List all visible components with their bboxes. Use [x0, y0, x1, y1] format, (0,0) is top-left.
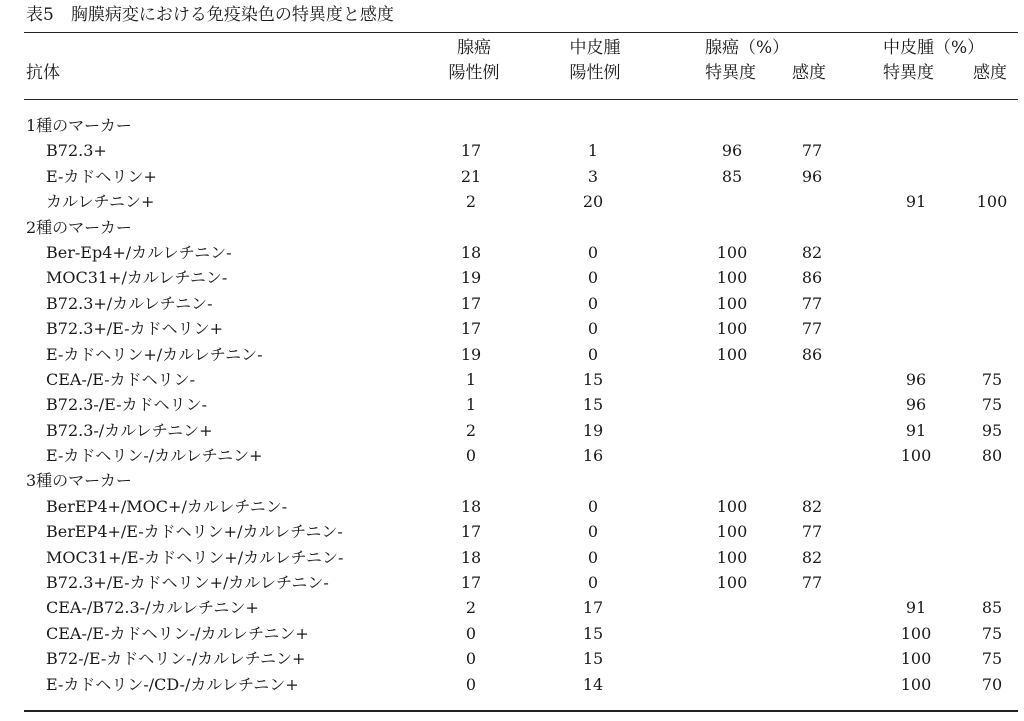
adeno-specificity: 100 — [716, 293, 748, 313]
adeno-sensitivity: 82 — [801, 547, 823, 567]
table-row — [0, 443, 1024, 468]
meso-sensitivity: 80 — [981, 446, 1003, 466]
meso-sensitivity: 85 — [981, 598, 1003, 618]
antibody-name: B72.3+/E-カドヘリン+/カルレチニン- — [46, 573, 329, 593]
header-adeno-percent: 腺癌（%） — [705, 38, 790, 58]
meso-sensitivity: 95 — [981, 420, 1003, 440]
antibody-name: B72.3+ — [46, 141, 107, 161]
table-row — [0, 138, 1024, 163]
table-row — [0, 265, 1024, 290]
adeno-specificity: 100 — [716, 522, 748, 542]
antibody-name: MOC31+/E-カドヘリン+/カルレチニン- — [46, 547, 344, 567]
meso-positive-count: 19 — [582, 420, 604, 440]
adeno-positive-count: 2 — [465, 598, 477, 618]
table-body — [0, 113, 1024, 697]
adeno-positive-count: 1 — [465, 369, 477, 389]
header-rule — [24, 99, 1018, 100]
adeno-positive-count: 19 — [460, 344, 482, 364]
meso-positive-count: 0 — [587, 319, 599, 339]
adeno-sensitivity: 82 — [801, 496, 823, 516]
adeno-sensitivity: 77 — [801, 141, 823, 161]
meso-positive-count: 20 — [582, 192, 604, 212]
adeno-positive-count: 0 — [465, 623, 477, 643]
adeno-sensitivity: 77 — [801, 573, 823, 593]
adeno-sensitivity: 77 — [801, 293, 823, 313]
adeno-sensitivity: 77 — [801, 522, 823, 542]
adeno-specificity: 100 — [716, 496, 748, 516]
group-heading-row — [0, 113, 1024, 138]
adeno-positive-count: 0 — [465, 674, 477, 694]
adeno-positive-count: 0 — [465, 446, 477, 466]
group-heading-row — [0, 215, 1024, 240]
adeno-positive-count: 21 — [460, 166, 482, 186]
antibody-name: BerEP4+/MOC+/カルレチニン- — [46, 496, 288, 516]
table-row — [0, 342, 1024, 367]
meso-positive-count: 1 — [587, 141, 599, 161]
meso-specificity: 91 — [905, 598, 927, 618]
meso-positive-count: 16 — [582, 446, 604, 466]
header-antibody: 抗体 — [26, 63, 60, 83]
meso-specificity: 100 — [900, 649, 932, 669]
meso-positive-count: 3 — [587, 166, 599, 186]
header-adeno-sensitivity: 感度 — [792, 63, 826, 83]
header-adeno-specificity: 特異度 — [705, 63, 756, 83]
adeno-sensitivity: 77 — [801, 319, 823, 339]
table-row — [0, 189, 1024, 214]
meso-sensitivity: 75 — [981, 649, 1003, 669]
table-row — [0, 621, 1024, 646]
meso-specificity: 100 — [900, 623, 932, 643]
adeno-sensitivity: 82 — [801, 242, 823, 262]
adeno-sensitivity: 86 — [801, 344, 823, 364]
antibody-name: E-カドヘリン-/カルレチニン+ — [46, 446, 263, 466]
antibody-name: Ber-Ep4+/カルレチニン- — [46, 242, 232, 262]
top-rule — [24, 32, 1018, 33]
meso-positive-count: 0 — [587, 573, 599, 593]
header-adeno-positive-line2: 陽性例 — [448, 63, 500, 83]
antibody-name: E-カドヘリン+/カルレチニン- — [46, 344, 263, 364]
header-meso-specificity: 特異度 — [883, 63, 934, 83]
meso-positive-count: 15 — [582, 395, 604, 415]
meso-specificity: 96 — [905, 369, 927, 389]
meso-positive-count: 15 — [582, 623, 604, 643]
adeno-positive-count: 17 — [460, 141, 482, 161]
table-row — [0, 418, 1024, 443]
meso-positive-count: 0 — [587, 522, 599, 542]
adeno-positive-count: 17 — [460, 522, 482, 542]
meso-positive-count: 0 — [587, 547, 599, 567]
adeno-positive-count: 18 — [460, 242, 482, 262]
adeno-positive-count: 17 — [460, 573, 482, 593]
table-row — [0, 646, 1024, 671]
adeno-positive-count: 18 — [460, 547, 482, 567]
table-row — [0, 367, 1024, 392]
adeno-specificity: 96 — [721, 141, 743, 161]
antibody-name: MOC31+/カルレチニン- — [46, 268, 228, 288]
table-row — [0, 570, 1024, 595]
adeno-specificity: 100 — [716, 319, 748, 339]
table-row — [0, 494, 1024, 519]
adeno-positive-count: 17 — [460, 293, 482, 313]
antibody-name: CEA-/E-カドヘリン-/カルレチニン+ — [46, 623, 309, 643]
meso-positive-count: 0 — [587, 242, 599, 262]
meso-sensitivity: 75 — [981, 623, 1003, 643]
adeno-specificity: 100 — [716, 268, 748, 288]
table-row — [0, 672, 1024, 697]
meso-specificity: 91 — [905, 192, 927, 212]
bottom-rule — [24, 710, 1018, 712]
antibody-name: B72.3-/カルレチニン+ — [46, 420, 213, 440]
adeno-sensitivity: 96 — [801, 166, 823, 186]
meso-sensitivity: 75 — [981, 395, 1003, 415]
table-caption: 表5 胸膜病変における免疫染色の特異度と感度 — [26, 5, 394, 25]
adeno-specificity: 100 — [716, 344, 748, 364]
group-heading: 3種のマーカー — [26, 471, 132, 491]
table-row — [0, 291, 1024, 316]
antibody-name: BerEP4+/E-カドヘリン+/カルレチニン- — [46, 522, 343, 542]
antibody-name: E-カドヘリン-/CD-/カルレチニン+ — [46, 674, 299, 694]
adeno-positive-count: 2 — [465, 192, 477, 212]
adeno-sensitivity: 86 — [801, 268, 823, 288]
antibody-name: B72.3+/E-カドヘリン+ — [46, 319, 223, 339]
meso-positive-count: 0 — [587, 496, 599, 516]
table-row — [0, 595, 1024, 620]
table-row — [0, 316, 1024, 341]
meso-specificity: 100 — [900, 674, 932, 694]
header-adeno-positive-line1: 腺癌 — [457, 38, 491, 58]
group-heading: 2種のマーカー — [26, 217, 132, 237]
adeno-positive-count: 2 — [465, 420, 477, 440]
adeno-positive-count: 0 — [465, 649, 477, 669]
table-row — [0, 392, 1024, 417]
header-meso-positive-line1: 中皮腫 — [569, 38, 621, 58]
meso-positive-count: 0 — [587, 268, 599, 288]
meso-specificity: 91 — [905, 420, 927, 440]
antibody-name: E-カドヘリン+ — [46, 166, 157, 186]
table-row — [0, 545, 1024, 570]
meso-specificity: 100 — [900, 446, 932, 466]
meso-positive-count: 14 — [582, 674, 604, 694]
meso-positive-count: 0 — [587, 293, 599, 313]
adeno-positive-count: 17 — [460, 319, 482, 339]
meso-positive-count: 15 — [582, 369, 604, 389]
meso-specificity: 96 — [905, 395, 927, 415]
antibody-name: B72-/E-カドヘリン-/カルレチニン+ — [46, 649, 306, 669]
meso-positive-count: 15 — [582, 649, 604, 669]
table-row — [0, 240, 1024, 265]
meso-sensitivity: 70 — [981, 674, 1003, 694]
adeno-positive-count: 1 — [465, 395, 477, 415]
meso-positive-count: 17 — [582, 598, 604, 618]
antibody-name: カルレチニン+ — [46, 192, 155, 212]
header-meso-sensitivity: 感度 — [973, 63, 1007, 83]
header-meso-positive-line2: 陽性例 — [569, 63, 621, 83]
antibody-name: CEA-/B72.3-/カルレチニン+ — [46, 598, 259, 618]
table-row — [0, 164, 1024, 189]
meso-sensitivity: 100 — [976, 192, 1008, 212]
adeno-specificity: 85 — [721, 166, 743, 186]
group-heading: 1種のマーカー — [26, 116, 132, 135]
meso-positive-count: 0 — [587, 344, 599, 364]
antibody-name: B72.3-/E-カドヘリン- — [46, 395, 207, 415]
meso-sensitivity: 75 — [981, 369, 1003, 389]
antibody-name: B72.3+/カルレチニン- — [46, 293, 213, 313]
table-row — [0, 519, 1024, 544]
adeno-specificity: 100 — [716, 242, 748, 262]
adeno-positive-count: 18 — [460, 496, 482, 516]
header-meso-percent: 中皮腫（%） — [883, 38, 985, 58]
antibody-name: CEA-/E-カドヘリン- — [46, 369, 196, 389]
adeno-specificity: 100 — [716, 573, 748, 593]
adeno-specificity: 100 — [716, 547, 748, 567]
group-heading-row — [0, 468, 1024, 493]
adeno-positive-count: 19 — [460, 268, 482, 288]
